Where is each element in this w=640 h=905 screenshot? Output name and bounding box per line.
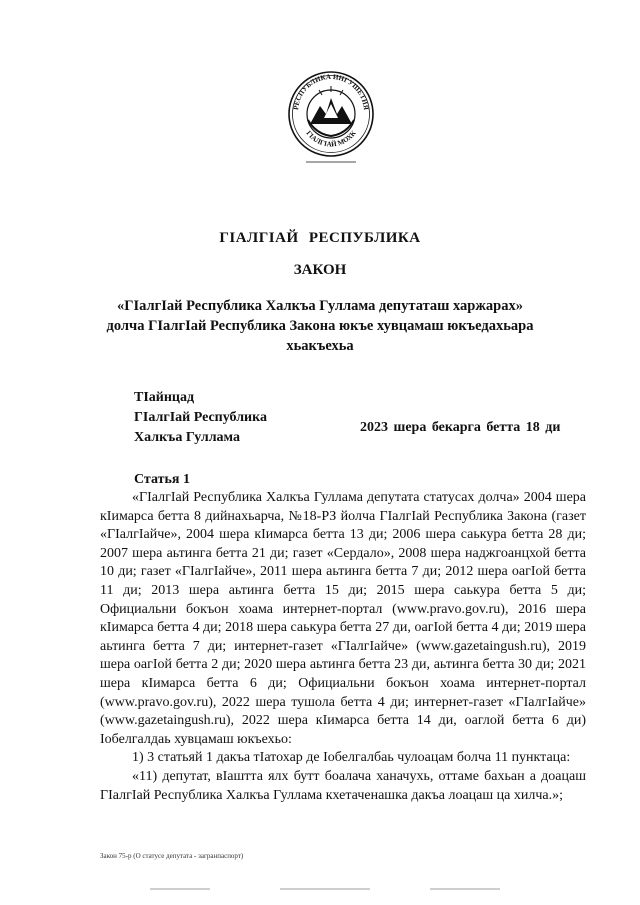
adopted-by-block [134,388,267,448]
republic-heading: ГIАЛГIАЙ РЕСПУБЛИКА [219,230,421,246]
scan-artifact [150,888,210,890]
law-title: «ГIалгIай Республика Халкъа Гуллама депутаташ харжарах» долча ГIалгIай Республика Закона юкъе хувцамаш юкъедахьара хьакъехьа [106,298,534,354]
adopted-line-3: Халкъа Гуллама [134,430,240,445]
scan-artifact [430,888,500,890]
adopted-line-2: ГIалгIай Республика [134,410,267,425]
article-body [100,489,586,805]
article-paragraph-2: 1) 3 статьяй 1 дакъа тIатохар де Iобелгалбаь чулоацам болча 11 пунктаца: [132,750,571,766]
article-paragraph-3: «11) депутат, вIаштта ялх бутт боалача ханачухь, оттаме бахьан а доацаш ГIалгIай Республика Халкъа Гуллама кхетаченашка дакъа лоацаш ца хилча.»; [100,768,586,803]
scan-artifact [280,888,370,890]
document-type-heading: ЗАКОН [293,262,347,278]
seal-bottom-text: ГIАЛГIАЙ МОХК [304,129,358,149]
seal-top-text: РЕСПУБЛИКА ИНГУШЕТИЯ [292,72,370,111]
footer-note: Закон 75-р (О статусе депутата - загранпаспорт) [100,852,244,860]
adopted-line-1: ТIайнцад [134,390,195,405]
article-heading: Статья 1 [134,472,190,487]
adoption-date: 2023 шера бекарга бетта 18 ди [360,420,561,435]
article-paragraph-1: «ГIалгIай Республика Халкъа Гуллама депутата статусах долча» 2004 шера кIимарса бетта 8 дийнахьарча, №18-РЗ йолча ГIалгIай Республика Закона (газет «ГIалгIайче», 2004 шера кIимарса бетта 13 ди; 2006 шера саькура бетта 28 ди; 2007 шера аьтинга бетта 21 ди; газет «Сердало», 2008 шера наджгоанцхой бетта 10 ди; газет «ГIалгIайче», 2011 шера аьтинга бетта 7 ди; 2012 шера оагIой бетта 11 ди; 2013 шера аьтинга бетта 15 ди; 2015 шера саькура бетта 5 ди; Официальни бокъон хоама интернет-портал (www.pravo.gov.ru), 2016 шера кIимарса бетта 4 ди; 2018 шера саькура бетта 27 ди, оагIой бетта 4 ди; 2019 шера аьтинга бетта 7 ди; интернет-газет «ГIалгIайче» (www.gazetaingush.ru), 2019 шера оагIой бетта 2 ди; 2020 шера аьтинга бетта 23 ди, аьтинга бетта 30 ди; 2021 шера кIимарса бетта 6 ди; Официальни бокъон хоама интернет-портал (www.pravo.gov.ru), 2022 шера тушола бетта 4 ди; интернет-газет «ГIалгIайче» (www.gazetaingush.ru), 2022 шера кIимарса бетта 14 ди, оаглой бетта 6 ди) Iобелгалдаь хувцамаш юкъехьо: [100,490,586,747]
republic-emblem-seal [286,64,376,174]
